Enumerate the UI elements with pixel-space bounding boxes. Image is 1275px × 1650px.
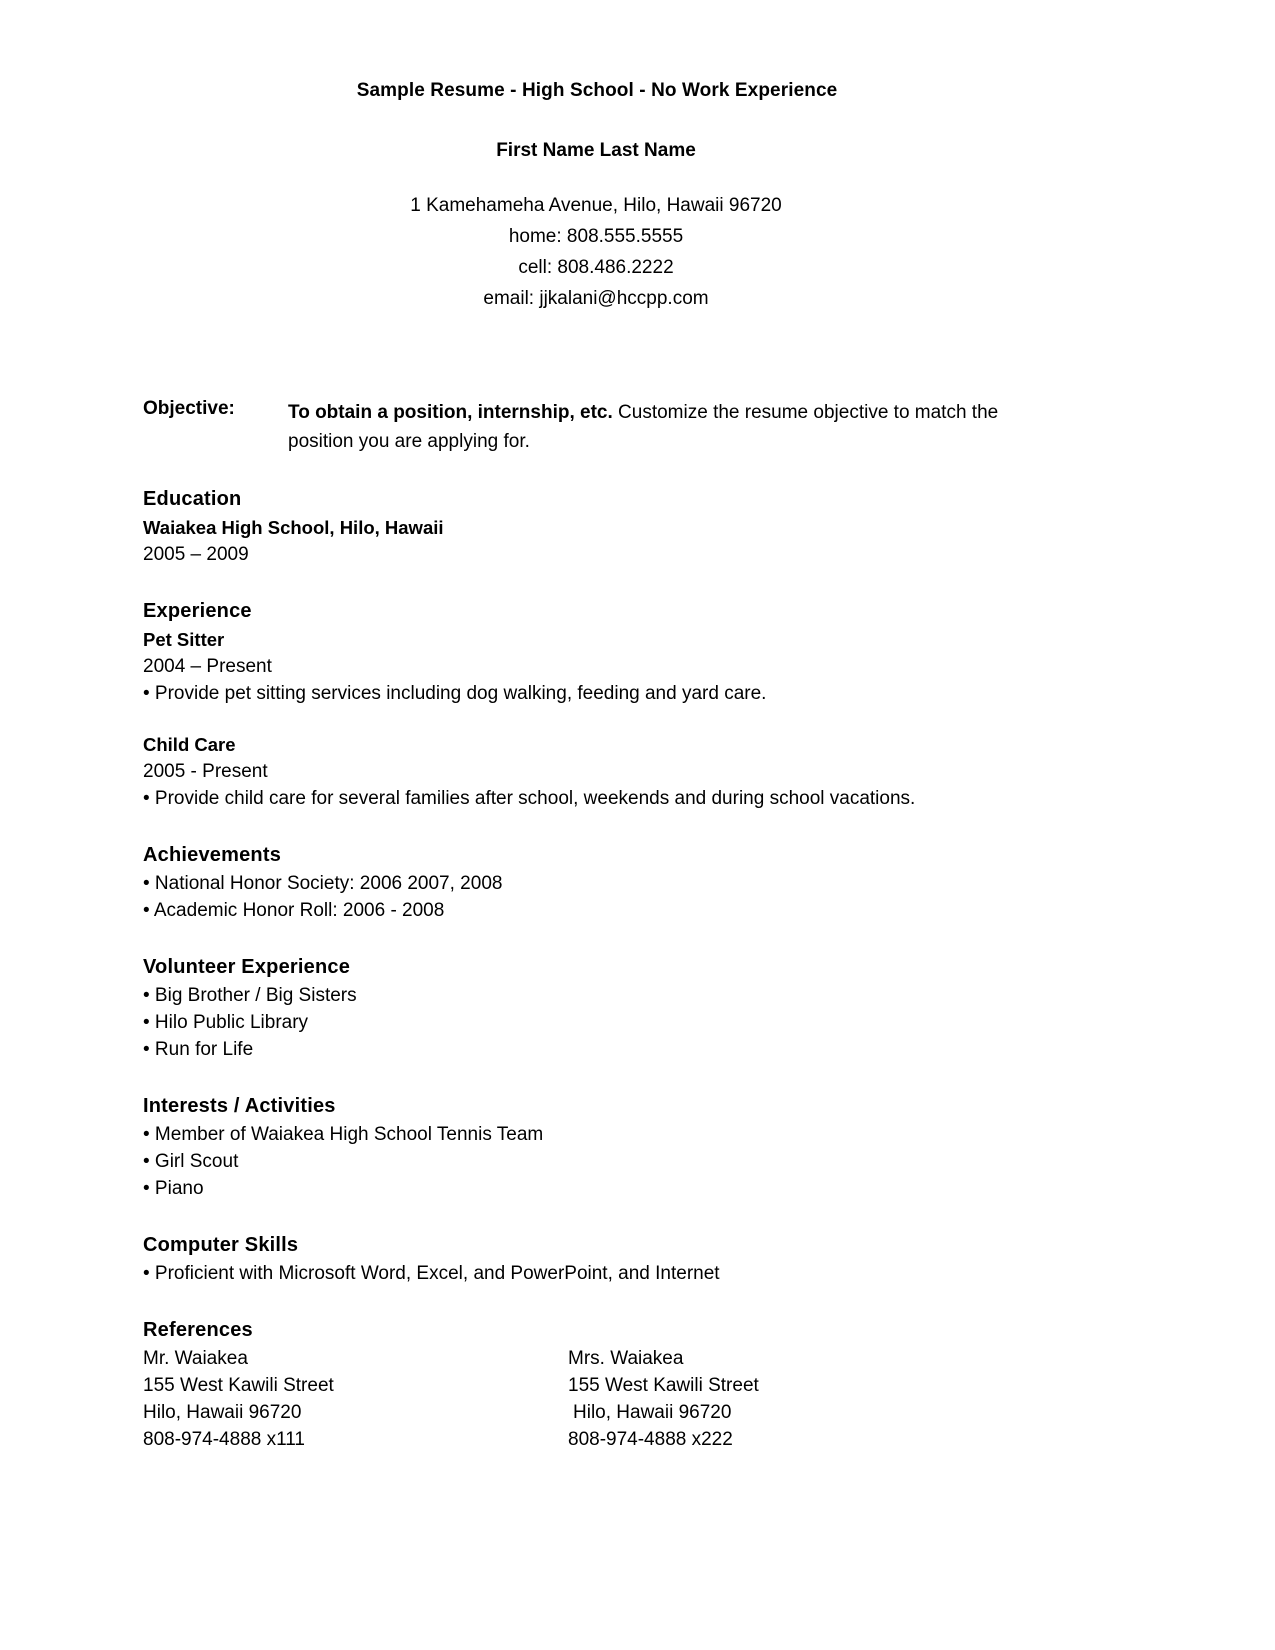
- resume-content: [143, 80, 1043, 1453]
- list-item: • National Honor Society: 2006 2007, 2008: [143, 873, 503, 894]
- contact-email: email: jjkalani@hccpp.com: [483, 288, 709, 309]
- objective-bold-text: To obtain a position, internship, etc.: [288, 402, 613, 423]
- volunteer-heading: Volunteer Experience: [143, 956, 351, 978]
- list-item: • Girl Scout: [143, 1151, 239, 1172]
- references-heading: References: [143, 1319, 253, 1341]
- reference-name: Mrs. Waiakea: [568, 1348, 684, 1369]
- volunteer-section: [143, 956, 1043, 1063]
- experience-item: [143, 626, 1043, 707]
- achievements-section: [143, 844, 1043, 924]
- contact-cell-phone: cell: 808.486.2222: [518, 257, 674, 278]
- reference-city: Hilo, Hawaii 96720: [573, 1402, 732, 1423]
- experience-job-title: Child Care: [143, 734, 236, 755]
- reference-name: Mr. Waiakea: [143, 1348, 248, 1369]
- interests-section: [143, 1095, 1043, 1202]
- objective-rest-text: Customize the resume objective to match the position you are applying for.: [288, 402, 999, 452]
- list-item: • Academic Honor Roll: 2006 - 2008: [143, 900, 445, 921]
- interests-heading: Interests / Activities: [143, 1095, 336, 1117]
- education-dates: 2005 – 2009: [143, 544, 249, 565]
- reference-entry: [568, 1345, 993, 1453]
- list-item: • Big Brother / Big Sisters: [143, 985, 357, 1006]
- experience-item: [143, 731, 1043, 812]
- experience-job-bullet: • Provide child care for several families after school, weekends and during school vacations.: [143, 788, 916, 809]
- education-heading: Education: [143, 488, 242, 510]
- list-item: • Hilo Public Library: [143, 1012, 309, 1033]
- reference-entry: [143, 1345, 568, 1453]
- contact-home-phone: home: 808.555.5555: [508, 226, 684, 247]
- contact-address: 1 Kamehameha Avenue, Hilo, Hawaii 96720: [410, 195, 782, 216]
- education-section: [143, 488, 1043, 568]
- computer-skills-heading: Computer Skills: [143, 1234, 299, 1256]
- experience-job-title: Pet Sitter: [143, 629, 225, 650]
- achievements-heading: Achievements: [143, 844, 282, 866]
- reference-street: 155 West Kawili Street: [568, 1375, 759, 1396]
- objective-text: [288, 398, 1033, 456]
- experience-job-dates: 2005 - Present: [143, 761, 268, 782]
- experience-job-dates: 2004 – Present: [143, 656, 272, 677]
- experience-heading: Experience: [143, 600, 252, 622]
- reference-city: Hilo, Hawaii 96720: [143, 1402, 302, 1423]
- experience-job-bullet: • Provide pet sitting services including dog walking, feeding and yard care.: [143, 683, 767, 704]
- reference-street: 155 West Kawili Street: [143, 1375, 334, 1396]
- reference-phone: 808-974-4888 x222: [568, 1429, 733, 1450]
- objective-label: Objective:: [143, 398, 235, 419]
- page-title: Sample Resume - High School - No Work Experience: [356, 80, 838, 101]
- list-item: • Piano: [143, 1178, 204, 1199]
- applicant-name: First Name Last Name: [496, 140, 696, 161]
- objective-section: [143, 398, 1043, 456]
- list-item: • Run for Life: [143, 1039, 254, 1060]
- list-item: • Member of Waiakea High School Tennis Team: [143, 1124, 544, 1145]
- experience-section: [143, 600, 1043, 812]
- references-section: [143, 1319, 1043, 1453]
- reference-phone: 808-974-4888 x111: [143, 1429, 305, 1450]
- list-item: • Proficient with Microsoft Word, Excel, and PowerPoint, and Internet: [143, 1263, 720, 1284]
- computer-skills-section: [143, 1234, 1043, 1287]
- education-school: Waiakea High School, Hilo, Hawaii: [143, 517, 444, 538]
- references-columns: [143, 1345, 1043, 1453]
